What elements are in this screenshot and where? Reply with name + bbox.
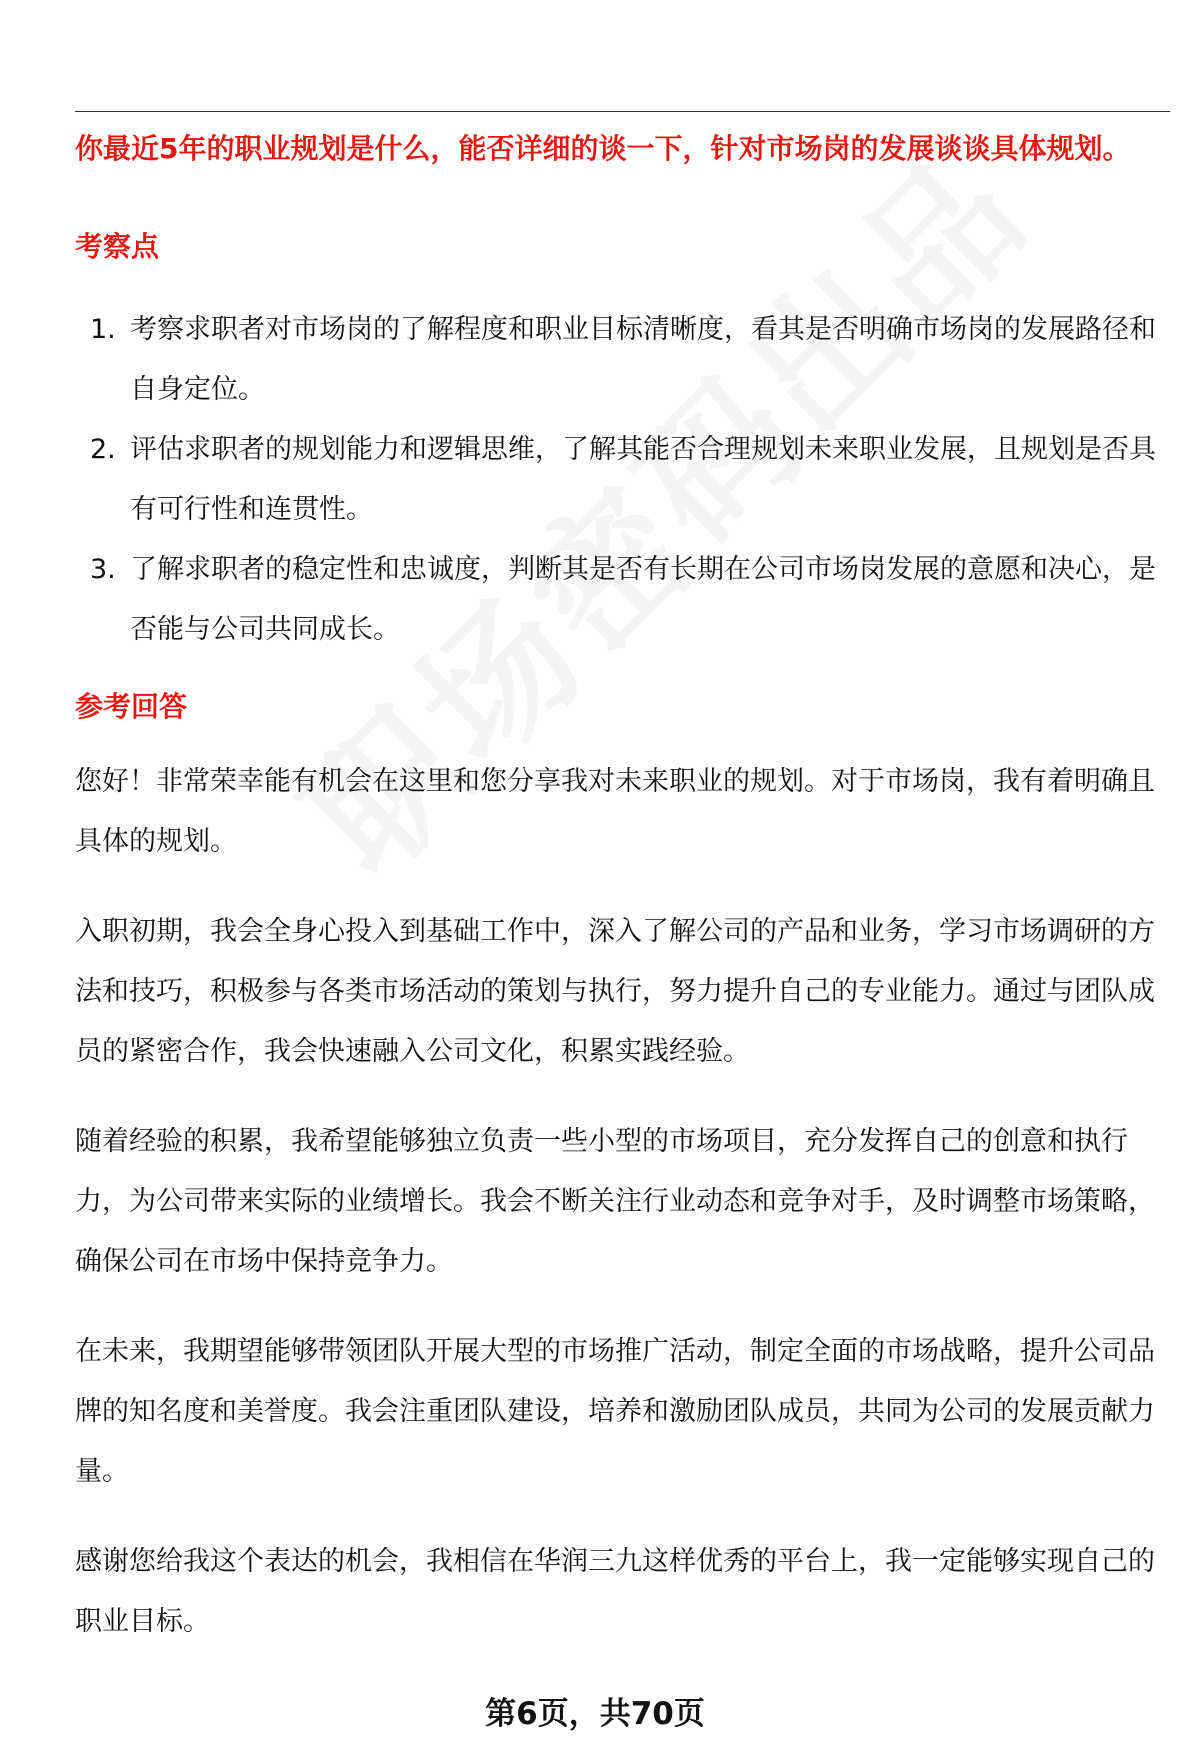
answer-paragraph: 随着经验的积累，我希望能够独立负责一些小型的市场项目，充分发挥自己的创意和执行力，为公司带来实际的业绩增长。我会不断关注行业动态和竞争对手，及时调整市场策略，确保公司在市场中保持竞争力。 bbox=[75, 1126, 1155, 1277]
list-item-number: 3. bbox=[90, 554, 116, 585]
list-item bbox=[75, 420, 1165, 540]
answer-paragraph: 入职初期，我会全身心投入到基础工作中，深入了解公司的产品和业务，学习市场调研的方法和技巧，积极参与各类市场活动的策划与执行，努力提升自己的专业能力。通过与团队成员的紧密合作，我会快速融入公司文化，积累实践经验。 bbox=[75, 916, 1155, 1067]
answer-paragraph: 感谢您给我这个表达的机会，我相信在华润三九这样优秀的平台上，我一定能够实现自己的职业目标。 bbox=[75, 1546, 1155, 1637]
list-item bbox=[75, 540, 1165, 660]
list-item-text: 评估求职者的规划能力和逻辑思维，了解其能否合理规划未来职业发展，且规划是否具有可行性和连贯性。 bbox=[130, 434, 1156, 525]
section-heading-answer: 参考回答 bbox=[75, 690, 188, 723]
answer-paragraph: 您好！非常荣幸能有机会在这里和您分享我对未来职业的规划。对于市场岗，我有着明确且具体的规划。 bbox=[75, 766, 1155, 857]
interview-question: 你最近5年的职业规划是什么，能否详细的谈一下，针对市场岗的发展谈谈具体规划。 bbox=[75, 132, 1131, 165]
list-item-number: 2. bbox=[90, 434, 116, 465]
list-item-text: 了解求职者的稳定性和忠诚度，判断其是否有长期在公司市场岗发展的意愿和决心，是否能与公司共同成长。 bbox=[130, 554, 1156, 645]
list-item-number: 1. bbox=[90, 314, 116, 345]
section-heading-assess: 考察点 bbox=[75, 230, 160, 263]
list-item-text: 考察求职者对市场岗的了解程度和职业目标清晰度，看其是否明确市场岗的发展路径和自身定位。 bbox=[130, 314, 1156, 405]
list-item bbox=[75, 300, 1165, 420]
top-rule bbox=[75, 111, 1170, 112]
answer-paragraph: 在未来，我期望能够带领团队开展大型的市场推广活动，制定全面的市场战略，提升公司品牌的知名度和美誉度。我会注重团队建设，培养和激励团队成员，共同为公司的发展贡献力量。 bbox=[75, 1336, 1155, 1487]
assess-points-list bbox=[75, 300, 1165, 660]
page-number-footer: 第6页，共70页 bbox=[485, 1696, 705, 1732]
